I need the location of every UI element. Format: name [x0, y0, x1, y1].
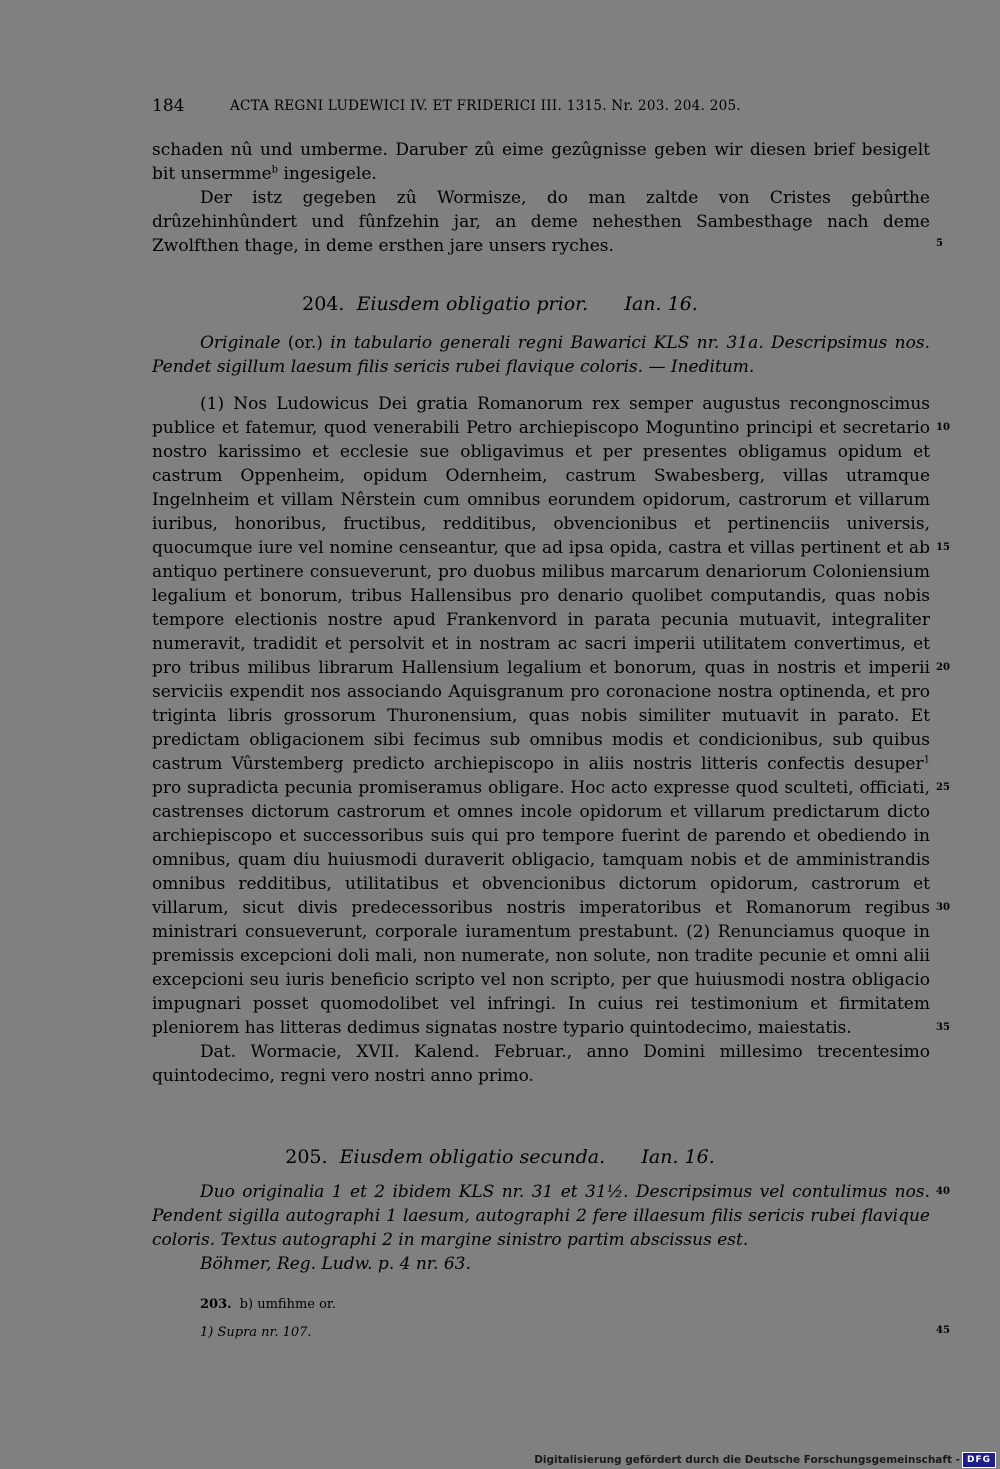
footnote-mark-b: b	[271, 164, 279, 176]
doc204-number: 204.	[302, 293, 345, 315]
line-number: 30	[936, 902, 950, 913]
doc204-dating: Dat. Wormacie, XVII. Kalend. Februar., anno Domini millesimo trecentesimo quintodecimo, regni vero nostri anno primo.	[152, 1042, 930, 1086]
doc203-text	[152, 138, 930, 258]
doc205-boehmer: Böhmer, Reg. Ludw. p. 4 nr. 63.	[200, 1254, 471, 1274]
page-number: 184	[152, 96, 185, 116]
doc205-number: 205.	[285, 1146, 328, 1168]
dfg-logo[interactable]: DFG	[962, 1452, 996, 1468]
page-header	[152, 96, 932, 120]
line-number: 40	[936, 1186, 950, 1197]
footnote-mark-1: 1	[923, 754, 930, 766]
doc204-body-text: (1) Nos Ludowicus Dei gratia Romanorum rex semper augustus recongnoscimus publice et fatemur, quod venerabili Petro archiepiscopo Moguntino principi et secretario nostro karissimo et ecclesie sue obligavimus et per presentes obligamus opidum et castrum Oppenheim, opidum Odernheim, castrum Swabesberg, villas utramque Ingelnheim et villam Nêrstein cum omnibus eorundem opidorum, castrorum et villarum iuribus, honoribus, fructibus, redditibus, obvencionibus et pertinenciis universis, quocumque iure vel nomine censeantur, que ad ipsa opida, castra et villas pertinent et ab antiquo pertinere consueverunt, pro duobus milibus marcarum denariorum Coloniensium legalium et bonorum, tribus Hallensibus pro denario quolibet computandis, quas nobis tempore electionis nostre apud Frankenvord in parata pecunia mutuavit, integraliter numeravit, tradidit et persolvit et in nostram ac sacri imperii utilitatem convertimus, et pro tribus milibus librarum Hallensium legalium et bonorum, quas in nostris et imperii serviciis expendit nos associando Aquisgranum pro coronacione nostra optinenda, et pro triginta libris grossorum Thuronensium, quas nobis similiter mutuavit in parato. Et predictam obligacionem sibi fecimus sub omnibus modis et condicionibus, sub quibus castrum Vûrstemberg predicto archiepiscopo in aliis nostris litteris confectis desuper$^1$ pro supradicta pecunia promiseramus obligare. Hoc acto expresse quod sculteti, officiati, castrenses dictorum castrorum et omnes incole opidorum et villarum predictarum dicto archiepiscopo et successoribus suis qui pro tempore fuerint de parendo et obediendo in omnibus, quam diu huiusmodi duraverit obligacio, tamquam nobis et de amministrandis omnibus redditibus, utilitatibus et obvencionibus dictorum opidorum, castrorum et villarum, sicut divis predecessoribus nostris imperatoribus et Romanorum regibus ministrari consueverunt, corporale iuramentum prestabunt. (2) Renunciamus quoque in premissis excepcioni doli mali, non numerate, non solute, non tradite pecunie et omni alii excepcioni seu iuris beneficio scripto vel non scripto, per que huiusmodi nostra obligacio impugnari posset quomodolibet vel infringi. In cuius rei testimonium et firmitatem pleniorem has litteras dedimus signatas nostre typario quintodecimo, maiestatis.	[152, 394, 930, 1038]
doc205-source: Duo originalia 1 et 2 ibidem KLS nr. 31 et 31½. Descripsimus vel contulimus nos. Pendent sigilla autographi 1 laesum, autographi 2 fere illaesum filis sericis rubei flavique coloris. Textus autographi 2 in margine sinistro partim abscissus est.	[152, 1182, 930, 1250]
line-number: 20	[936, 662, 950, 673]
footnote-1: 1) Supra nr. 107.	[200, 1325, 312, 1340]
doc205-date: Ian. 16.	[641, 1146, 715, 1168]
footer-credit: Digitalisierung gefördert durch die Deutsche Forschungsgemeinschaft -	[534, 1454, 960, 1466]
line-number: 25	[936, 782, 950, 793]
doc204-date: Ian. 16.	[624, 293, 698, 315]
footnote-203: 203. b) umfihme or.	[200, 1297, 336, 1312]
line-number: 45	[936, 1325, 950, 1336]
line-number: 35	[936, 1022, 950, 1033]
doc204-body	[152, 392, 930, 1088]
running-title: ACTA REGNI LUDEWICI IV. ET FRIDERICI III. 1315. Nr. 203. 204. 205.	[230, 98, 741, 114]
line-number: 10	[936, 422, 950, 433]
doc204-source-note: Originale (or.) in tabulario generali regni Bawarici KLS nr. 31a. Descripsimus nos. Pendet sigillum laesum filis sericis rubei flavique coloris. — Ineditum.	[152, 333, 930, 377]
doc205-heading	[0, 1146, 1000, 1168]
doc205-title: Eiusdem obligatio secunda.	[339, 1146, 606, 1168]
doc203-paragraph-1: schaden nû und umberme. Daruber zû eime gezûgnisse geben wir diesen brief besigelt bit unsermme$^b$ ingesigele.	[152, 140, 930, 184]
line-number: 15	[936, 542, 950, 553]
doc205-source-note	[152, 1180, 930, 1276]
doc203-paragraph-2: Der istz gegeben zû Wormisze, do man zaltde von Cristes gebûrthe drûzehinhûndert und fûnfzehin jar, an deme nehesthen Sambesthage nach deme Zwolfthen thage, in deme ersthen jare unsers ryches.	[152, 188, 930, 256]
doc204-title: Eiusdem obligatio prior.	[356, 293, 589, 315]
doc204-heading	[0, 293, 1000, 315]
line-number: 5	[936, 238, 943, 249]
footer-bar	[0, 1450, 1000, 1469]
